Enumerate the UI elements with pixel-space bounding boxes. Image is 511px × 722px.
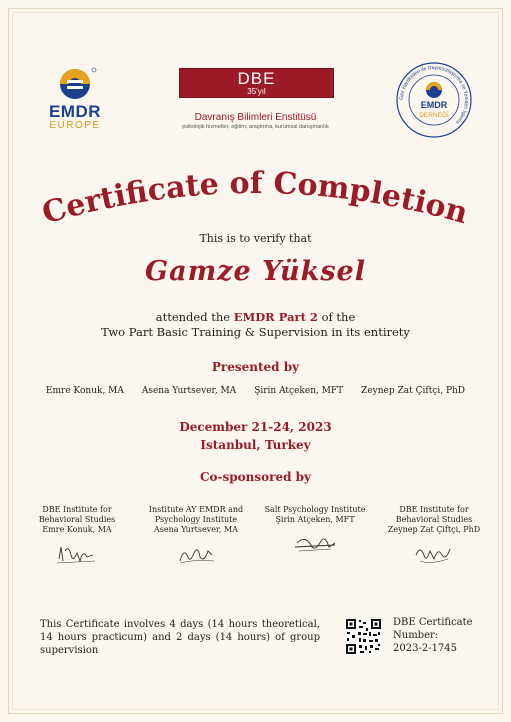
certificate-hours-text: This Certificate involves 4 days (14 hours theoretical, 14 hours practicum) and 2 days (14 hours) of group supervision bbox=[40, 619, 320, 656]
dbe-tagline: psikolojik hizmetler, eğitim, araştırma, kurumsal danışmanlık bbox=[182, 124, 329, 130]
dbe-logo-box bbox=[179, 68, 334, 98]
signature-image bbox=[166, 541, 226, 569]
sponsor-line: Asena Yurtsever, MA bbox=[154, 525, 238, 534]
signature-image bbox=[285, 531, 345, 559]
sponsor-block bbox=[260, 505, 370, 572]
certificate-number-label-2: Number: bbox=[393, 630, 439, 641]
certificate-title-text: Certificate of Completion bbox=[38, 168, 472, 232]
svg-text:Certificate of Completion bbox=[38, 168, 471, 231]
training-location: Istanbul, Turkey bbox=[200, 438, 311, 452]
sponsor-line: Emre Konuk, MA bbox=[42, 525, 112, 534]
presenters-row bbox=[0, 386, 511, 396]
presenter-name: Şirin Atçeken, MFT bbox=[254, 386, 344, 396]
attended-line bbox=[0, 310, 511, 324]
dernegi-word-bottom: DERNEĞİ bbox=[419, 112, 449, 119]
signature-image bbox=[47, 541, 107, 569]
verify-line: This is to verify that bbox=[199, 232, 312, 245]
sponsor-line: Institute AY EMDR and bbox=[148, 505, 244, 514]
presenter-name: Emre Konuk, MA bbox=[45, 386, 124, 396]
sponsor-block bbox=[379, 505, 489, 572]
dernegi-word-top: EMDR bbox=[420, 100, 448, 110]
emdr-logo-sub: EUROPE bbox=[49, 120, 101, 131]
sponsor-block bbox=[22, 505, 132, 572]
cosponsored-label: Co-sponsored by bbox=[199, 470, 312, 484]
recipient-name: Gamze Yüksel bbox=[145, 256, 366, 287]
sponsor-block bbox=[141, 505, 251, 572]
sponsor-line: DBE Institute for bbox=[42, 505, 112, 514]
presented-by-label: Presented by bbox=[211, 360, 300, 374]
training-dates: December 21-24, 2023 bbox=[179, 420, 332, 434]
sponsor-line: Zeynep Zat Çiftçi, PhD bbox=[387, 525, 481, 534]
sponsor-line: Salt Psychology Institute bbox=[264, 505, 366, 514]
sponsor-line: Behavioral Studies bbox=[395, 515, 473, 524]
dernegi-ring-text: Göz Hareketleri ile Duyarsızlaştırma ve Yeniden İşleme bbox=[398, 64, 470, 126]
emdr-logo-word: EMDR bbox=[48, 102, 102, 121]
dbe-logo-years: 35'yıl bbox=[247, 87, 266, 96]
attended-prefix: attended the bbox=[155, 310, 234, 324]
certificate-number-label: DBE Certificate bbox=[393, 617, 473, 628]
sponsors-row bbox=[22, 505, 489, 572]
certificate-title bbox=[0, 168, 511, 234]
presenter-name: Asena Yurtsever, MA bbox=[141, 386, 237, 396]
certificate-number: 2023-2-1745 bbox=[393, 643, 458, 654]
sponsor-line: Şirin Atçeken, MFT bbox=[275, 515, 355, 524]
program-line: Two Part Basic Training & Supervision in its entirety bbox=[101, 325, 410, 339]
sponsor-line: DBE Institute for bbox=[399, 505, 469, 514]
sponsor-line: Behavioral Studies bbox=[38, 515, 116, 524]
emdr-europe-logo bbox=[34, 64, 116, 140]
presenter-name: Zeynep Zat Çiftçi, PhD bbox=[361, 386, 466, 396]
attended-suffix: of the bbox=[317, 310, 356, 324]
qr-code-icon bbox=[345, 618, 382, 655]
signature-image bbox=[404, 541, 464, 569]
attended-course: EMDR Part 2 bbox=[233, 310, 318, 324]
emdr-dernegi-seal bbox=[394, 60, 474, 140]
dbe-institute-name: Davranış Bilimleri Enstitüsü bbox=[194, 112, 317, 123]
certificate-number-block bbox=[393, 616, 483, 655]
dbe-logo-title: DBE bbox=[237, 69, 276, 88]
sponsor-line: Psychology Institute bbox=[154, 515, 238, 524]
emdr-globe-icon bbox=[34, 64, 116, 104]
